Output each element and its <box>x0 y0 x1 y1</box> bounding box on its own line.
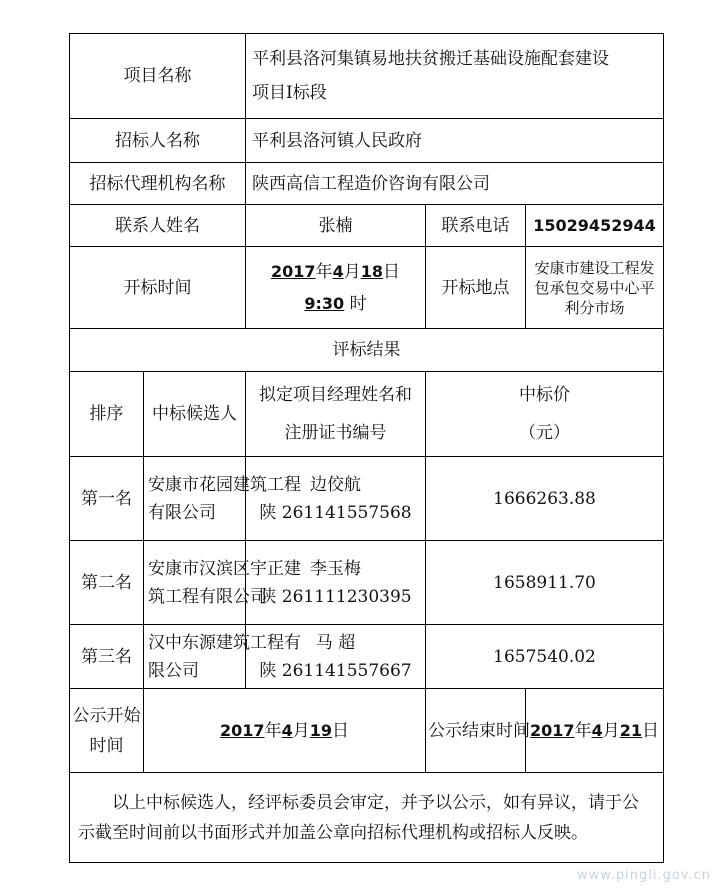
opening-year-unit: 年 <box>315 261 333 282</box>
header-manager-line1: 拟定项目经理姓名和 <box>259 385 412 405</box>
results-title-row <box>70 329 664 372</box>
opening-time <box>246 247 426 329</box>
opening-month-unit: 月 <box>343 261 361 282</box>
bid-result-table <box>69 33 664 863</box>
publicity-row <box>70 689 664 773</box>
header-manager <box>246 372 426 457</box>
opening-place-label: 开标地点 <box>426 247 526 329</box>
candidate-price: 1666263.88 <box>426 457 664 541</box>
publicity-end-year: 2017 <box>530 720 575 740</box>
notice-cell <box>70 773 664 863</box>
project-value-line1: 平利县洛河集镇易地扶贫搬迁基础设施配套建设 <box>252 49 609 69</box>
tenderer-value: 平利县洛河镇人民政府 <box>246 119 664 163</box>
project-value <box>246 34 664 119</box>
project-value-line2: 项目Ⅰ标段 <box>252 83 327 103</box>
publicity-start-label: 公示开始时间 <box>70 689 144 773</box>
candidate-rank: 第二名 <box>70 541 144 625</box>
publicity-start-year: 2017 <box>220 720 265 740</box>
opening-day: 18 <box>360 261 383 281</box>
candidate-company-text: 安康市汉滨区宇正建筑工程有限公司 <box>148 558 301 607</box>
candidate-company <box>144 541 301 625</box>
candidate-price: 1657540.02 <box>426 625 664 689</box>
publicity-start-month-unit: 月 <box>292 720 310 741</box>
contact-phone: 15029452944 <box>526 205 664 247</box>
candidate-company-text: 汉中东源建筑工程有限公司 <box>148 632 301 681</box>
publicity-end-day-unit: 日 <box>641 720 659 741</box>
header-price-line1: 中标价 <box>519 385 570 405</box>
candidate-manager-name: 李玉梅 <box>310 558 361 579</box>
tenderer-row <box>70 119 664 163</box>
publicity-start-day: 19 <box>309 720 332 740</box>
agency-row <box>70 163 664 205</box>
candidate-manager-name: 边佼航 <box>310 474 361 495</box>
header-manager-line2: 注册证书编号 <box>284 423 387 443</box>
publicity-start-month: 4 <box>281 720 293 740</box>
candidate-company-text: 安康市花园建筑工程有限公司 <box>148 474 301 523</box>
opening-place: 安康市建设工程发包承包交易中心平利分市场 <box>526 247 664 329</box>
candidate-price: 1658911.70 <box>426 541 664 625</box>
candidate-manager <box>246 541 426 625</box>
agency-label: 招标代理机构名称 <box>70 163 246 205</box>
opening-day-unit: 日 <box>382 261 400 282</box>
project-row <box>70 34 664 119</box>
bid-result-document <box>69 33 663 863</box>
publicity-end-month-unit: 月 <box>602 720 620 741</box>
candidate-company <box>144 457 301 541</box>
candidate-rank: 第一名 <box>70 457 144 541</box>
contact-row <box>70 205 664 247</box>
candidate-manager-cert: 陕 261141557568 <box>259 502 412 523</box>
contact-name: 张楠 <box>246 205 426 247</box>
header-price-line2: （元） <box>519 423 570 443</box>
publicity-end-year-unit: 年 <box>574 720 592 741</box>
contact-name-label: 联系人姓名 <box>70 205 246 247</box>
candidate-rank: 第三名 <box>70 625 144 689</box>
header-price <box>426 372 664 457</box>
table-row <box>70 541 664 625</box>
publicity-start-date <box>144 689 426 773</box>
opening-year: 2017 <box>271 261 316 281</box>
opening-time-label: 开标时间 <box>70 247 246 329</box>
table-row <box>70 457 664 541</box>
candidate-company <box>144 625 301 689</box>
notice-text: 以上中标候选人，经评标委员会审定，并予以公示，如有异议，请于公示截至时间前以书面形式并加盖公章向招标代理机构或招标人反映。 <box>78 792 639 843</box>
site-watermark: www.pingli.gov.cn <box>577 868 711 883</box>
project-label: 项目名称 <box>70 34 246 119</box>
publicity-start-year-unit: 年 <box>264 720 282 741</box>
agency-value: 陕西高信工程造价咨询有限公司 <box>246 163 664 205</box>
notice-row <box>70 773 664 863</box>
candidate-manager-cert: 陕 261141557667 <box>259 660 412 681</box>
publicity-start-day-unit: 日 <box>331 720 349 741</box>
table-row <box>70 625 664 689</box>
opening-month: 4 <box>332 261 344 281</box>
contact-phone-label: 联系电话 <box>426 205 526 247</box>
opening-row <box>70 247 664 329</box>
header-candidate: 中标候选人 <box>144 372 246 457</box>
publicity-end-date <box>526 689 664 773</box>
header-rank: 排序 <box>70 372 144 457</box>
results-header-row <box>70 372 664 457</box>
candidate-manager-name: 马 超 <box>315 632 356 653</box>
candidate-manager <box>246 457 426 541</box>
opening-clock: 9:30 <box>304 293 345 313</box>
publicity-end-month: 4 <box>591 720 603 740</box>
publicity-end-day: 21 <box>619 720 642 740</box>
results-title: 评标结果 <box>70 329 664 372</box>
publicity-end-label: 公示结束时间 <box>426 689 526 773</box>
candidate-manager-cert: 陕 261111230395 <box>259 586 412 607</box>
tenderer-label: 招标人名称 <box>70 119 246 163</box>
opening-clock-unit: 时 <box>349 293 367 314</box>
